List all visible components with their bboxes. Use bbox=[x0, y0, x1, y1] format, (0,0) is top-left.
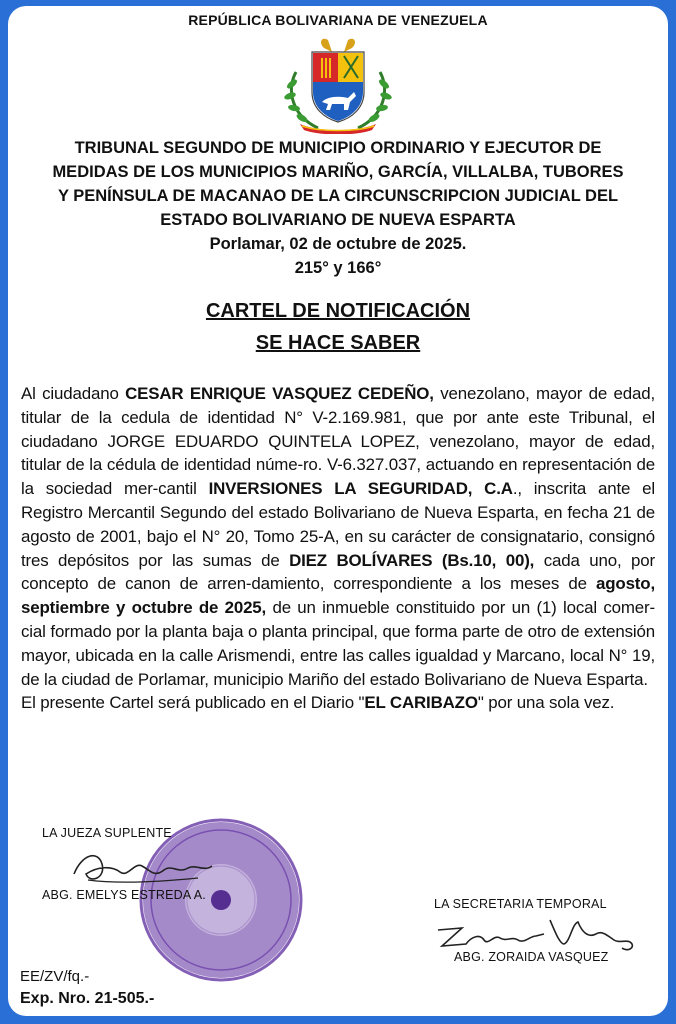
months-text: agosto, septiembre y octubre de 2025, bbox=[21, 574, 655, 618]
notice-subtitle: SE HACE SABER bbox=[255, 332, 421, 354]
body-text-run: ., inscrita ante el Registro Mercantil Segundo del estado Bolivariano de Nueva Esparta, en fecha 21 de agosto de 2001, bajo el N° 20, Tomo 25-A, en su carácter de consignatario, consignó tres depósitos por las sumas de bbox=[21, 479, 656, 570]
notice-body bbox=[21, 382, 655, 715]
newspaper-name: EL CARIBAZO bbox=[364, 693, 478, 713]
body-text-run: " por una sola vez. bbox=[477, 693, 615, 713]
court-line: MEDIDAS DE LOS MUNICIPIOS MARIÑO, GARCÍA, VILLALBA, TUBORES bbox=[52, 163, 624, 181]
secretary-signature bbox=[432, 914, 642, 954]
body-paragraph bbox=[21, 691, 655, 715]
judge-role: LA JUEZA SUPLENTE bbox=[42, 826, 172, 840]
notice-card bbox=[8, 6, 668, 1016]
body-paragraph bbox=[21, 382, 655, 691]
body-text-run: Al ciudadano bbox=[21, 384, 126, 403]
judge-name: ABG. EMELYS ESTREDA A. bbox=[42, 888, 206, 902]
body-text-run: cada uno, por concepto de canon de arren-damiento, correspondiente a los meses de bbox=[21, 550, 655, 594]
court-line: Y PENÍNSULA DE MACANAO DE LA CIRCUNSCRIPCION JUDICIAL DEL bbox=[57, 187, 619, 205]
body-text-run: El presente Cartel será publicado en el Diario " bbox=[21, 693, 365, 713]
country-heading: REPÚBLICA BOLIVARIANA DE VENEZUELA bbox=[188, 12, 488, 28]
body-text-run: venezolano, mayor de edad, titular de la cedula de identidad N° V-2.169.981, que por ante este Tribunal, el ciudadano JORGE EDUARDO QUINTELA LOPEZ, venezolano, mayor de edad, titular de la cédula de identidad núme-ro. V-6.327.037, actuando en representación de la sociedad mer-cantil bbox=[21, 384, 655, 499]
secretary-role: LA SECRETARIA TEMPORAL bbox=[434, 897, 607, 911]
body-text-run: de un inmueble constituido por un (1) local comer-cial formado por la planta baja o planta principal, que forma parte de otro de extensión mayor, ubicada en la calle Arismendi, entre las calles igualdad y Marcano, local N° 19, de la ciudad de Porlamar, municipio Mariño del estado Bolivariano de Nueva Esparta. bbox=[21, 598, 655, 689]
court-line: ESTADO BOLIVARIANO DE NUEVA ESPARTA bbox=[160, 211, 516, 229]
initials: EE/ZV/fq.- bbox=[20, 968, 90, 985]
notice-title: CARTEL DE NOTIFICACIÓN bbox=[205, 300, 471, 322]
company-name: INVERSIONES LA SEGURIDAD, C.A bbox=[208, 479, 513, 499]
addressee-name: CESAR ENRIQUE VASQUEZ CEDEÑO, bbox=[125, 384, 434, 403]
court-line: TRIBUNAL SEGUNDO DE MUNICIPIO ORDINARIO Y EJECUTOR DE bbox=[74, 139, 602, 157]
judge-signature bbox=[68, 844, 218, 890]
deposit-amount: DIEZ BOLÍVARES (Bs.10, 00), bbox=[289, 550, 535, 570]
place-date: Porlamar, 02 de octubre de 2025. bbox=[209, 235, 467, 253]
secretary-name: ABG. ZORAIDA VASQUEZ bbox=[454, 950, 609, 964]
file-number: Exp. Nro. 21-505.- bbox=[20, 990, 155, 1007]
coat-of-arms-icon bbox=[278, 32, 398, 134]
years: 215° y 166° bbox=[294, 259, 382, 277]
court-heading bbox=[18, 136, 658, 280]
